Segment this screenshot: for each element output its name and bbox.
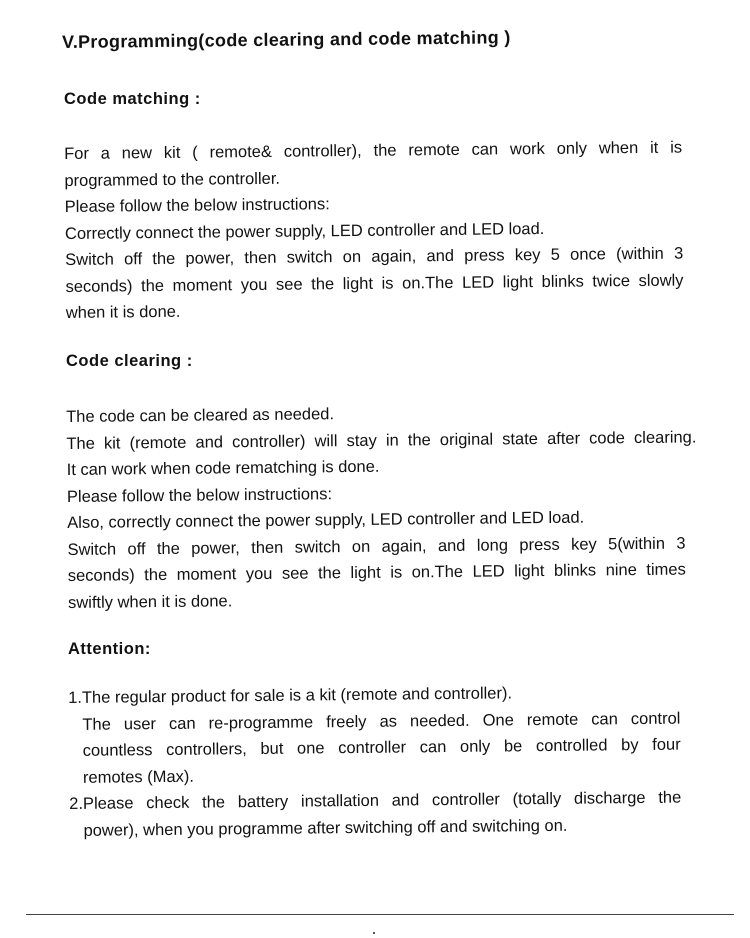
list-item-continuation: remotes (Max). xyxy=(82,767,194,787)
code-matching-heading: Code matching : xyxy=(64,90,201,108)
paragraph-line: Switch off the power, then switch on again, and press key 5 once (within 3 xyxy=(65,244,684,269)
paragraph-line: For a new kit ( remote& controller), the remote can work only when it is xyxy=(64,138,683,163)
paragraph-line: seconds) the moment you see the light is on.The LED light blinks twice slowly xyxy=(65,271,684,296)
paragraph-line: Please follow the below instructions: xyxy=(66,484,333,506)
paragraph-line: The code can be cleared as needed. xyxy=(66,405,335,426)
code-matching-body xyxy=(64,135,684,327)
paragraph-line: swiftly when it is done. xyxy=(67,591,233,612)
page-bottom-rule xyxy=(26,914,734,915)
code-clearing-body xyxy=(66,397,698,616)
paragraph-line: The kit (remote and controller) will stay in the original state after code clearing. xyxy=(66,427,697,453)
attention-heading: Attention: xyxy=(68,640,151,658)
paragraph-line: It can work when code rematching is done. xyxy=(66,457,380,479)
list-item-continuation: power), when you programme after switching off and switching on. xyxy=(83,816,568,840)
attention-body xyxy=(68,679,682,844)
list-item-continuation: The user can re-programme freely as needed. One remote can control xyxy=(82,709,681,734)
list-item: 2.Please check the battery installation and controller (totally discharge the xyxy=(69,788,682,813)
list-item: 1.The regular product for sale is a kit (remote and controller). xyxy=(68,684,513,707)
paragraph-line: when it is done. xyxy=(65,302,181,322)
list-item-continuation: countless controllers, but one controller can only be controlled by four xyxy=(82,735,681,760)
scan-speck xyxy=(373,932,375,934)
page-title: V.Programming(code clearing and code matching ) xyxy=(62,27,511,52)
paragraph-line: programmed to the controller. xyxy=(64,169,281,190)
paragraph-line: Please follow the below instructions: xyxy=(64,195,330,216)
paragraph-line: Also, correctly connect the power supply, LED controller and LED load. xyxy=(67,508,585,532)
paragraph-line: seconds) the moment you see the light is on.The LED light blinks nine times xyxy=(67,560,686,585)
paragraph-line: Switch off the power, then switch on again, and long press key 5(within 3 xyxy=(67,534,686,559)
paragraph-line: Correctly connect the power supply, LED controller and LED load. xyxy=(64,219,545,243)
code-clearing-heading: Code clearing : xyxy=(66,352,193,370)
